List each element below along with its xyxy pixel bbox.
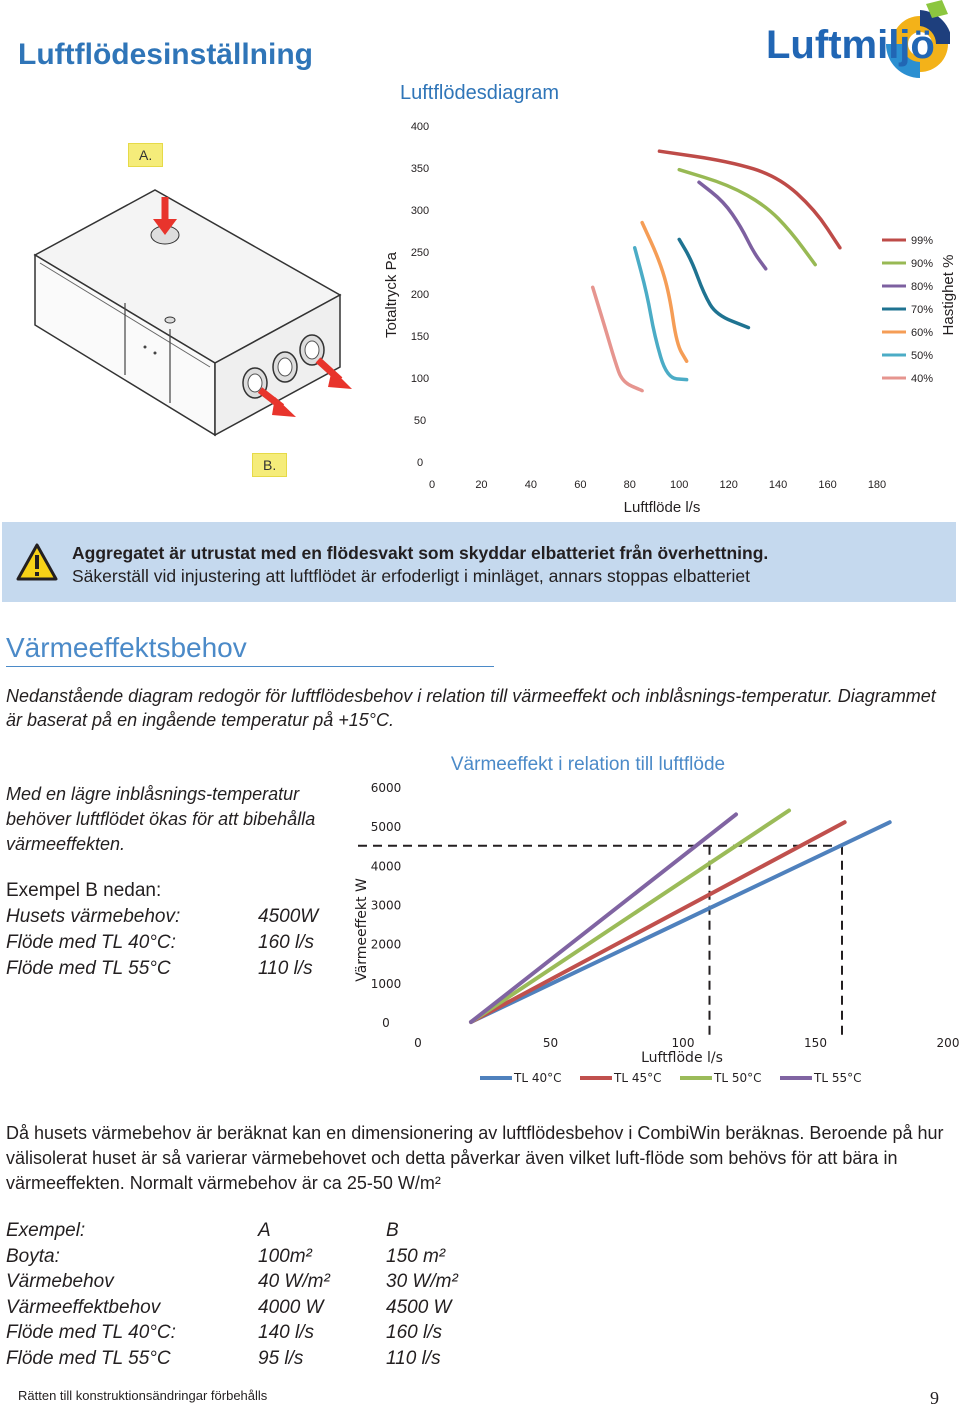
legend-label: 40% bbox=[911, 373, 934, 385]
x-tick-label: 200 bbox=[936, 1036, 960, 1050]
table-cell: 4000 W bbox=[258, 1296, 324, 1318]
chart2-ylabel: Värmeeffekt W bbox=[354, 878, 370, 982]
legend-label: 80% bbox=[911, 281, 934, 293]
unit-drawing bbox=[20, 135, 365, 485]
y-tick-label: 3000 bbox=[370, 898, 402, 913]
x-tick-label: 100 bbox=[670, 479, 689, 491]
legend-label: TL 40°C bbox=[514, 1071, 562, 1085]
y-tick-label: 0 bbox=[382, 1016, 390, 1030]
warning-line-1: Aggregatet är utrustat med en flödesvakt som skyddar elbatteriet från överhettning. bbox=[72, 543, 769, 563]
x-tick-label: 80 bbox=[623, 479, 636, 491]
logo-text: Luftmiljö bbox=[766, 23, 935, 67]
table-cell: 95 l/s bbox=[258, 1347, 304, 1369]
table-cell: 40 W/m² bbox=[258, 1271, 330, 1292]
legend-label: 90% bbox=[911, 258, 934, 270]
y-tick-label: 1000 bbox=[370, 976, 402, 991]
legend-label: TL 55°C bbox=[814, 1071, 862, 1085]
warning-text bbox=[72, 542, 768, 588]
note-paragraph: Med en lägre inblåsnings-temperatur behöver luftflödet ökas för att bibehålla värmeeffekten. bbox=[6, 784, 316, 854]
legend-label: 99% bbox=[911, 235, 934, 247]
x-tick-label: 180 bbox=[867, 479, 887, 491]
legend-label: TL 50°C bbox=[714, 1071, 762, 1085]
diagram-title: Luftflödesdiagram bbox=[400, 82, 559, 104]
y-tick-label: 0 bbox=[416, 457, 424, 469]
table-cell: Flöde med TL 40°C: bbox=[6, 1322, 176, 1343]
intro-paragraph: Nedanstående diagram redogör för luftflödesbehov i relation till värmeeffekt och inblåsnings-temperatur. Diagrammet är baserat på en ingående temperatur på +15°C. bbox=[6, 686, 936, 730]
example-b-label: Flöde med TL 55°C bbox=[6, 958, 171, 979]
chart2-xlabel: Luftflöde l/s bbox=[641, 1050, 723, 1066]
label-a: A. bbox=[128, 143, 163, 167]
x-tick-label: 0 bbox=[414, 1036, 422, 1050]
example-b-value: 4500W bbox=[258, 906, 319, 927]
x-tick-label: 140 bbox=[768, 479, 788, 491]
table-cell: Värmebehov bbox=[6, 1271, 114, 1292]
y-tick-label: 50 bbox=[413, 415, 427, 427]
x-tick-label: 60 bbox=[574, 479, 587, 491]
chart1-y2label: Hastighet % bbox=[940, 254, 957, 336]
table-cell: Exempel: bbox=[6, 1220, 86, 1241]
y-tick-label: 100 bbox=[410, 373, 430, 385]
series-line bbox=[471, 822, 845, 1022]
section-divider bbox=[6, 666, 494, 667]
series-line bbox=[659, 151, 839, 248]
chart1-xlabel: Luftflöde l/s bbox=[623, 499, 701, 516]
table-cell: 110 l/s bbox=[386, 1347, 441, 1369]
y-tick-label: 300 bbox=[410, 205, 430, 217]
series-line bbox=[699, 182, 766, 269]
example-b-label: Husets värmebehov: bbox=[6, 906, 181, 927]
table-cell: 30 W/m² bbox=[386, 1271, 458, 1292]
series-line bbox=[471, 811, 789, 1023]
heat-output-chart bbox=[340, 745, 960, 1100]
series-line bbox=[593, 287, 642, 390]
table-cell: 4500 W bbox=[386, 1296, 452, 1318]
x-tick-label: 100 bbox=[671, 1036, 695, 1050]
warning-icon bbox=[16, 543, 58, 581]
table-cell: 150 m² bbox=[386, 1245, 446, 1267]
y-tick-label: 400 bbox=[410, 121, 430, 133]
example-b-value: 160 l/s bbox=[258, 932, 314, 953]
x-tick-label: 120 bbox=[719, 479, 738, 491]
x-tick-label: 20 bbox=[475, 479, 488, 491]
series-line bbox=[471, 822, 890, 1022]
y-tick-label: 200 bbox=[410, 289, 430, 301]
airflow-chart bbox=[370, 110, 960, 530]
x-tick-label: 0 bbox=[428, 479, 436, 491]
table-cell: B bbox=[386, 1220, 399, 1241]
x-tick-label: 50 bbox=[542, 1036, 559, 1050]
y-tick-label: 150 bbox=[410, 331, 430, 343]
legend-label: 60% bbox=[911, 327, 934, 339]
section-title: Värmeeffektsbehov bbox=[6, 632, 247, 663]
page-number: 9 bbox=[930, 1388, 939, 1408]
table-cell: Flöde med TL 55°C bbox=[6, 1347, 171, 1369]
x-tick-label: 40 bbox=[524, 479, 538, 491]
footer-text: Rätten till konstruktionsändringar förbehålls bbox=[18, 1388, 268, 1403]
warning-line-2: Säkerställ vid injustering att luftflödet är erfoderligt i minläget, annars stoppas elbatteriet bbox=[72, 566, 750, 586]
table-cell: 140 l/s bbox=[258, 1322, 314, 1343]
table-cell: A bbox=[258, 1220, 271, 1241]
x-tick-label: 150 bbox=[804, 1036, 827, 1050]
legend-label: 50% bbox=[911, 350, 934, 362]
label-b: B. bbox=[252, 453, 287, 477]
legend-label: 70% bbox=[911, 304, 934, 316]
y-tick-label: 250 bbox=[410, 247, 430, 259]
luftmiljo-logo bbox=[760, 0, 950, 92]
chart1-ylabel: Totaltryck Pa bbox=[383, 252, 400, 338]
y-tick-label: 4000 bbox=[370, 859, 402, 874]
table-cell: Värmeeffektbehov bbox=[6, 1296, 161, 1318]
y-tick-label: 5000 bbox=[370, 820, 402, 835]
example-b-value: 110 l/s bbox=[258, 958, 313, 979]
x-tick-label: 160 bbox=[818, 479, 837, 491]
page-title: Luftflödesinställning bbox=[18, 38, 313, 71]
example-b-heading: Exempel B nedan: bbox=[6, 880, 162, 901]
series-line bbox=[679, 239, 748, 327]
y-tick-label: 350 bbox=[410, 163, 430, 175]
y-tick-label: 6000 bbox=[370, 781, 402, 795]
table-cell: Boyta: bbox=[6, 1245, 60, 1267]
y-tick-label: 2000 bbox=[370, 937, 402, 952]
legend-label: TL 45°C bbox=[614, 1071, 662, 1085]
sizing-paragraph: Då husets värmebehov är beräknat kan en dimensionering av luftflödesbehov i CombiWin beräknas. Beroende på hur välisolerat huset är så varierar värmebehovet och detta påverkar även vilket luft-flöde som behövs för att bära in värmeeffekten. Normalt värmebehov är ca 25-50 W/m² bbox=[6, 1123, 944, 1193]
table-cell: 160 l/s bbox=[386, 1322, 442, 1343]
chart2-title: Värmeeffekt i relation till luftflöde bbox=[450, 754, 726, 775]
table-cell: 100m² bbox=[258, 1245, 312, 1267]
example-b-label: Flöde med TL 40°C: bbox=[6, 932, 176, 953]
